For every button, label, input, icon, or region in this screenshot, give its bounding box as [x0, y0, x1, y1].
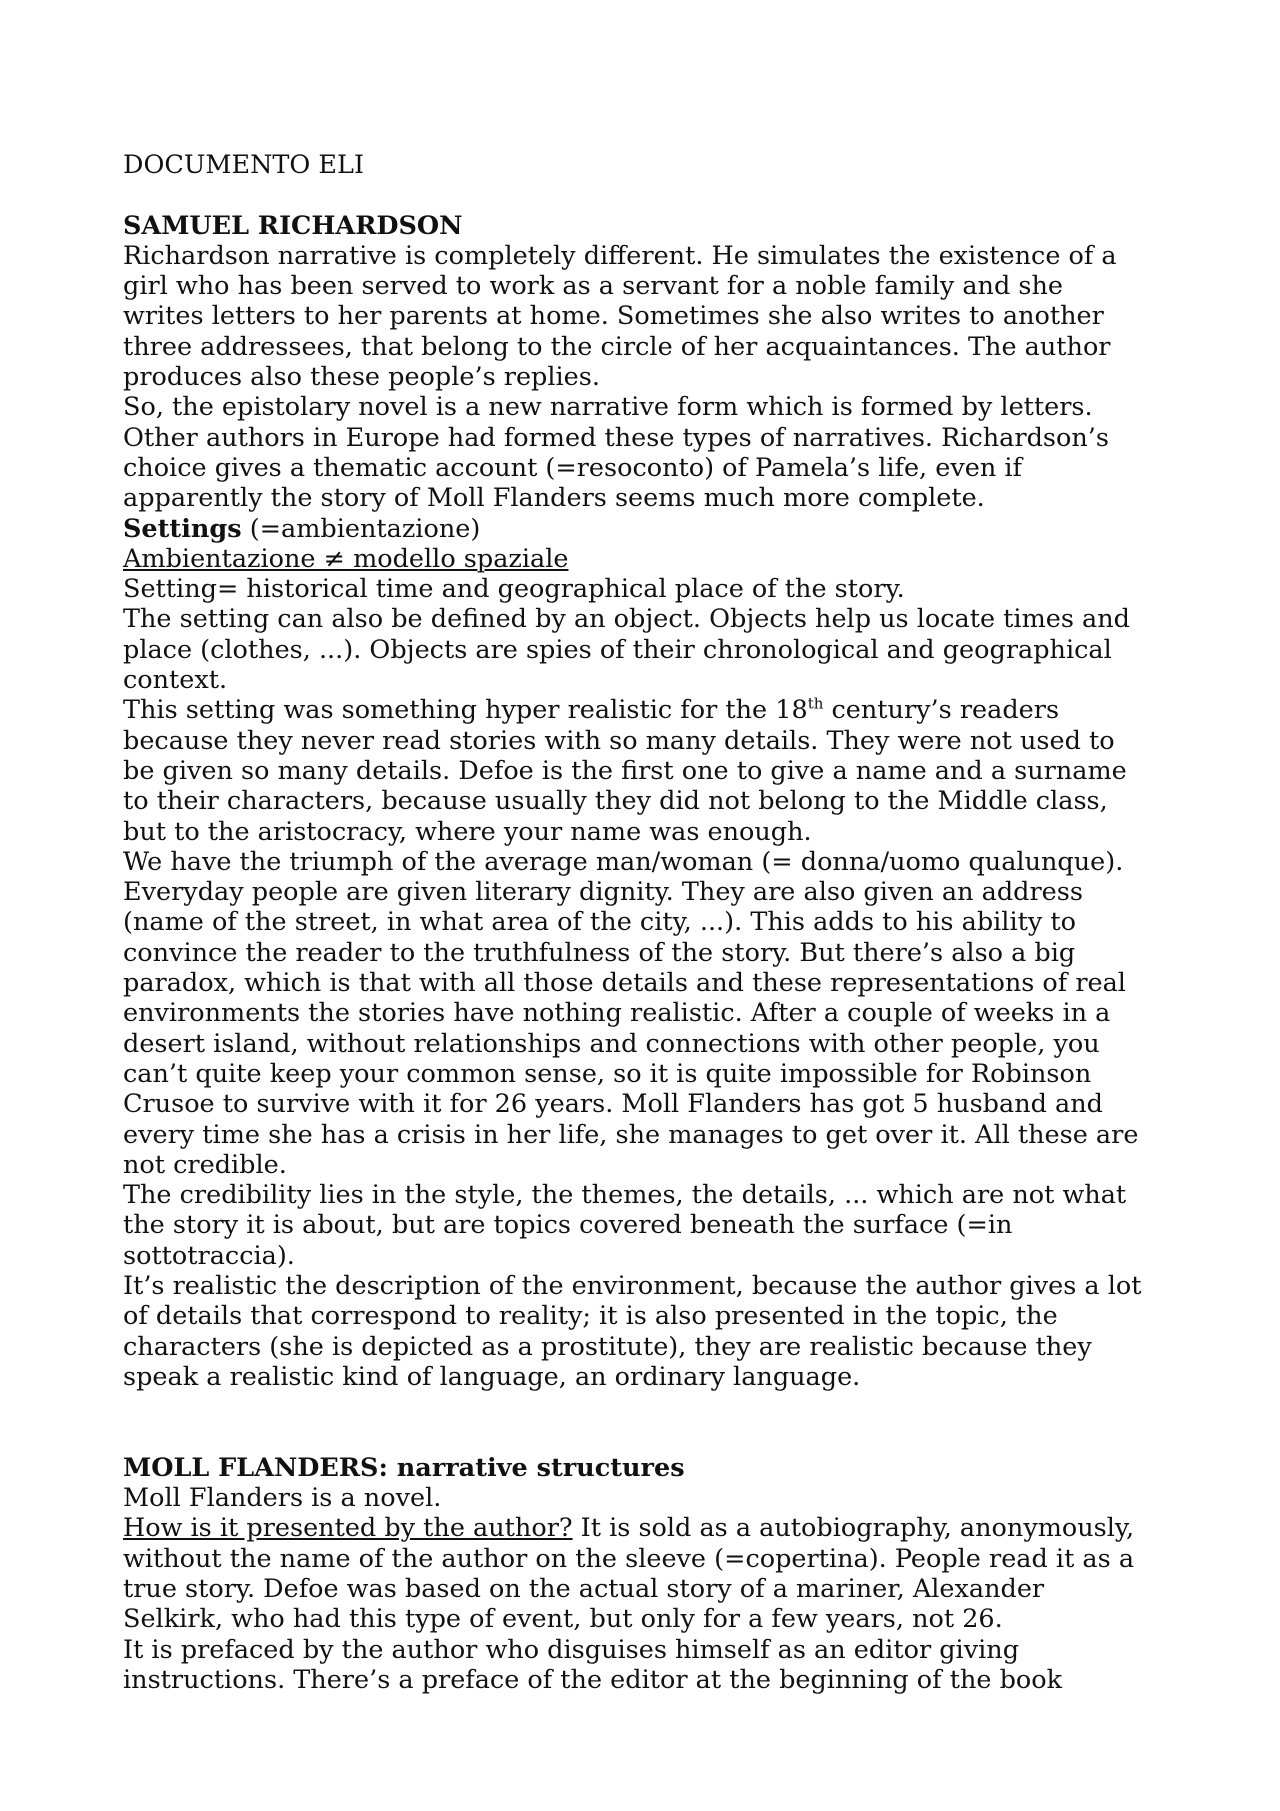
- text-line: to their characters, because usually they did not belong to the Middle class,: [123, 786, 1108, 817]
- text-line: place (clothes, ...). Objects are spies of their chronological and geographical: [123, 634, 1112, 665]
- text-line: Other authors in Europe had formed these types of narratives. Richardson’s: [123, 422, 1109, 453]
- century-line: [123, 695, 1183, 725]
- question-answer: It is sold as a autobiography, anonymously,: [572, 1513, 1135, 1544]
- text-line: So, the epistolary novel is a new narrative form which is formed by letters.: [123, 392, 1093, 423]
- text-line: be given so many details. Defoe is the first one to give a name and a surname: [123, 755, 1127, 786]
- text-line: produces also these people’s replies.: [123, 362, 600, 393]
- text-line: the story it is about, but are topics covered beneath the surface (=in: [123, 1210, 1013, 1241]
- text-line: It’s realistic the description of the environment, because the author gives a lot: [123, 1270, 1142, 1301]
- text-line: environments the stories have nothing realistic. After a couple of weeks in a: [123, 998, 1111, 1029]
- text-line: paradox, which is that with all those details and these representations of real: [123, 968, 1126, 999]
- question-line: [123, 1513, 1183, 1543]
- text-line: The setting can also be defined by an object. Objects help us locate times and: [123, 604, 1131, 635]
- text-line: Richardson narrative is completely different. He simulates the existence of a: [123, 240, 1117, 271]
- spacer: [123, 180, 1183, 210]
- text-line: because they never read stories with so many details. They were not used to: [123, 725, 1115, 756]
- question-underlined: How is it presented by the author?: [123, 1513, 573, 1544]
- settings-heading: [123, 514, 1183, 544]
- text-line: not credible.: [123, 1149, 287, 1180]
- text-line: can’t quite keep your common sense, so it is quite impossible for Robinson: [123, 1058, 1092, 1089]
- century-pre: This setting was something hyper realistic for the 18: [123, 695, 808, 726]
- text-line: The credibility lies in the style, the themes, the details, ... which are not what: [123, 1180, 1127, 1211]
- text-line: girl who has been served to work as a servant for a noble family and she: [123, 271, 1064, 302]
- text-line: characters (she is depicted as a prostitute), they are realistic because they: [123, 1331, 1092, 1362]
- text-line: choice gives a thematic account (=resoconto) of Pamela’s life, even if: [123, 452, 1022, 483]
- text-line: (name of the street, in what area of the city, ...). This adds to his ability to: [123, 907, 1076, 938]
- document-header: DOCUMENTO ELI: [123, 150, 365, 180]
- section-title-moll-flanders: MOLL FLANDERS: narrative structures: [123, 1452, 685, 1483]
- text-line: context.: [123, 665, 228, 696]
- text-line: three addressees, that belong to the circle of her acquaintances. The author: [123, 331, 1111, 362]
- text-line: apparently the story of Moll Flanders seems much more complete.: [123, 483, 985, 514]
- text-line: desert island, without relationships and connections with other people, you: [123, 1028, 1100, 1059]
- settings-gloss: (=ambientazione): [241, 513, 481, 544]
- text-line: convince the reader to the truthfulness of the story. But there’s also a big: [123, 937, 1076, 968]
- paragraph-moll: [123, 1544, 1183, 1695]
- paragraph-richardson: [123, 241, 1183, 514]
- spacer: [123, 1392, 1183, 1453]
- paragraph-setting: [123, 574, 1183, 695]
- text-line: every time she has a crisis in her life, she manages to get over it. All these are: [123, 1119, 1139, 1150]
- text-line: Crusoe to survive with it for 26 years. Moll Flanders has got 5 husband and: [123, 1089, 1104, 1120]
- text-line: true story. Defoe was based on the actual story of a mariner, Alexander: [123, 1573, 1045, 1604]
- text-line: We have the triumph of the average man/woman (= donna/uomo qualunque).: [123, 846, 1124, 877]
- ambientazione-note: Ambientazione ≠ modello spaziale: [123, 543, 569, 574]
- text-line: sottotraccia).: [123, 1240, 295, 1271]
- text-line: without the name of the author on the sleeve (=copertina). People read it as a: [123, 1543, 1135, 1574]
- century-post: century’s readers: [823, 695, 1060, 726]
- text-line: but to the aristocracy, where your name was enough.: [123, 816, 812, 847]
- text-line: Setting= historical time and geographical place of the story.: [123, 574, 905, 605]
- paragraph-realism: [123, 726, 1183, 1393]
- text-line: speak a realistic kind of language, an ordinary language.: [123, 1361, 861, 1392]
- text-line: Everyday people are given literary dignity. They are also given an address: [123, 877, 1083, 908]
- document-body: [123, 150, 1183, 1695]
- text-line: Selkirk, who had this type of event, but only for a few years, not 26.: [123, 1604, 1003, 1635]
- text-line: instructions. There’s a preface of the editor at the beginning of the book: [123, 1664, 1063, 1695]
- section-title-richardson: SAMUEL RICHARDSON: [123, 210, 463, 241]
- moll-intro: Moll Flanders is a novel.: [123, 1483, 442, 1514]
- text-line: of details that correspond to reality; it is also presented in the topic, the: [123, 1301, 1058, 1332]
- text-line: It is prefaced by the author who disguises himself as an editor giving: [123, 1634, 1020, 1665]
- underlined-note: [123, 544, 1183, 574]
- settings-bold: Settings: [123, 513, 242, 544]
- century-superscript: th: [807, 694, 824, 713]
- text-line: writes letters to her parents at home. Sometimes she also writes to another: [123, 301, 1104, 332]
